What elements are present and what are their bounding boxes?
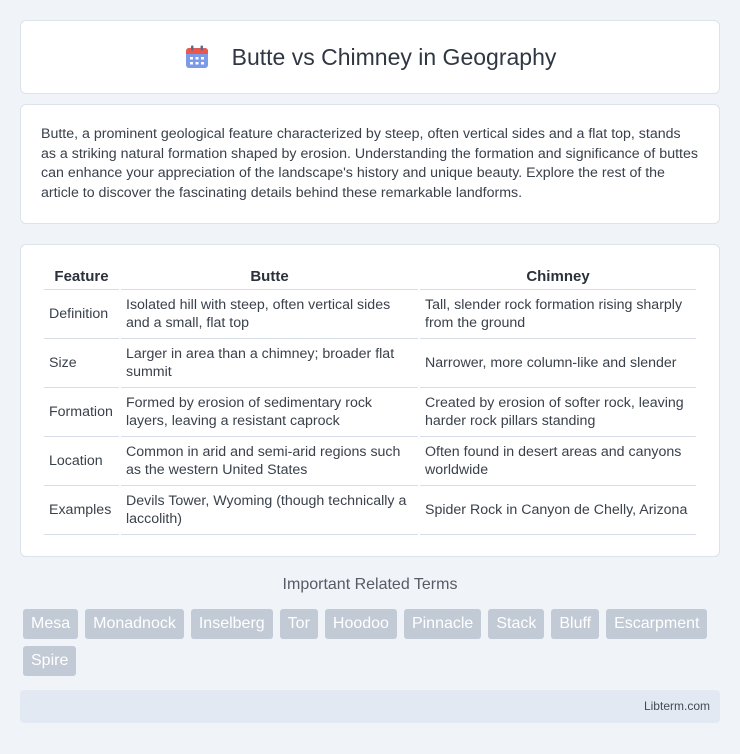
chimney-cell: Narrower, more column-like and slender: [420, 339, 696, 388]
tag-pinnacle[interactable]: Pinnacle: [404, 609, 481, 639]
table-row: [44, 339, 696, 388]
feature-cell: Location: [44, 437, 119, 486]
calendar-icon: [184, 44, 210, 70]
tag-inselberg[interactable]: Inselberg: [191, 609, 273, 639]
title-card: [20, 20, 720, 94]
tag-escarpment[interactable]: Escarpment: [606, 609, 707, 639]
header-chimney: Chimney: [420, 267, 696, 290]
feature-cell: Size: [44, 339, 119, 388]
chimney-cell: Tall, slender rock formation rising sharply from the ground: [420, 290, 696, 339]
header-feature: Feature: [44, 267, 119, 290]
tag-spire[interactable]: Spire: [23, 646, 76, 676]
feature-cell: Examples: [44, 486, 119, 535]
page-title: Butte vs Chimney in Geography: [231, 43, 557, 70]
intro-paragraph: Butte, a prominent geological feature characterized by steep, often vertical sides and a flat top, stands as a striking natural formation shaped by erosion. Understanding the formation and significance of buttes can enhance your appreciation of the landscape's history and unique beauty. Explore the rest of the article to discover the fascinating details behind these remarkable landforms.: [41, 126, 698, 201]
table-row: [44, 437, 696, 486]
butte-cell: Isolated hill with steep, often vertical sides and a small, flat top: [121, 290, 418, 339]
tag-tor[interactable]: Tor: [280, 609, 318, 639]
comparison-card: [20, 244, 720, 557]
footer: [20, 690, 720, 723]
chimney-cell: Often found in desert areas and canyons worldwide: [420, 437, 696, 486]
butte-cell: Larger in area than a chimney; broader flat summit: [121, 339, 418, 388]
butte-cell: Common in arid and semi-arid regions such as the western United States: [121, 437, 418, 486]
chimney-cell: Created by erosion of softer rock, leaving harder rock pillars standing: [420, 388, 696, 437]
butte-cell: Formed by erosion of sedimentary rock layers, leaving a resistant caprock: [121, 388, 418, 437]
related-terms-title: Important Related Terms: [282, 576, 458, 593]
butte-cell: Devils Tower, Wyoming (though technically a laccolith): [121, 486, 418, 535]
footer-site-link[interactable]: Libterm.com: [643, 699, 710, 713]
table-row: [44, 290, 696, 339]
feature-cell: Formation: [44, 388, 119, 437]
tag-monadnock[interactable]: Monadnock: [85, 609, 184, 639]
tag-hoodoo[interactable]: Hoodoo: [325, 609, 397, 639]
chimney-cell: Spider Rock in Canyon de Chelly, Arizona: [420, 486, 696, 535]
table-row: [44, 486, 696, 535]
table-row: [44, 388, 696, 437]
related-terms-list: [23, 609, 723, 676]
tag-stack[interactable]: Stack: [488, 609, 544, 639]
header-butte: Butte: [121, 267, 418, 290]
tag-mesa[interactable]: Mesa: [23, 609, 78, 639]
intro-card: [20, 104, 720, 224]
comparison-table: [42, 267, 698, 535]
table-header-row: [44, 267, 696, 290]
feature-cell: Definition: [44, 290, 119, 339]
tag-bluff[interactable]: Bluff: [551, 609, 599, 639]
